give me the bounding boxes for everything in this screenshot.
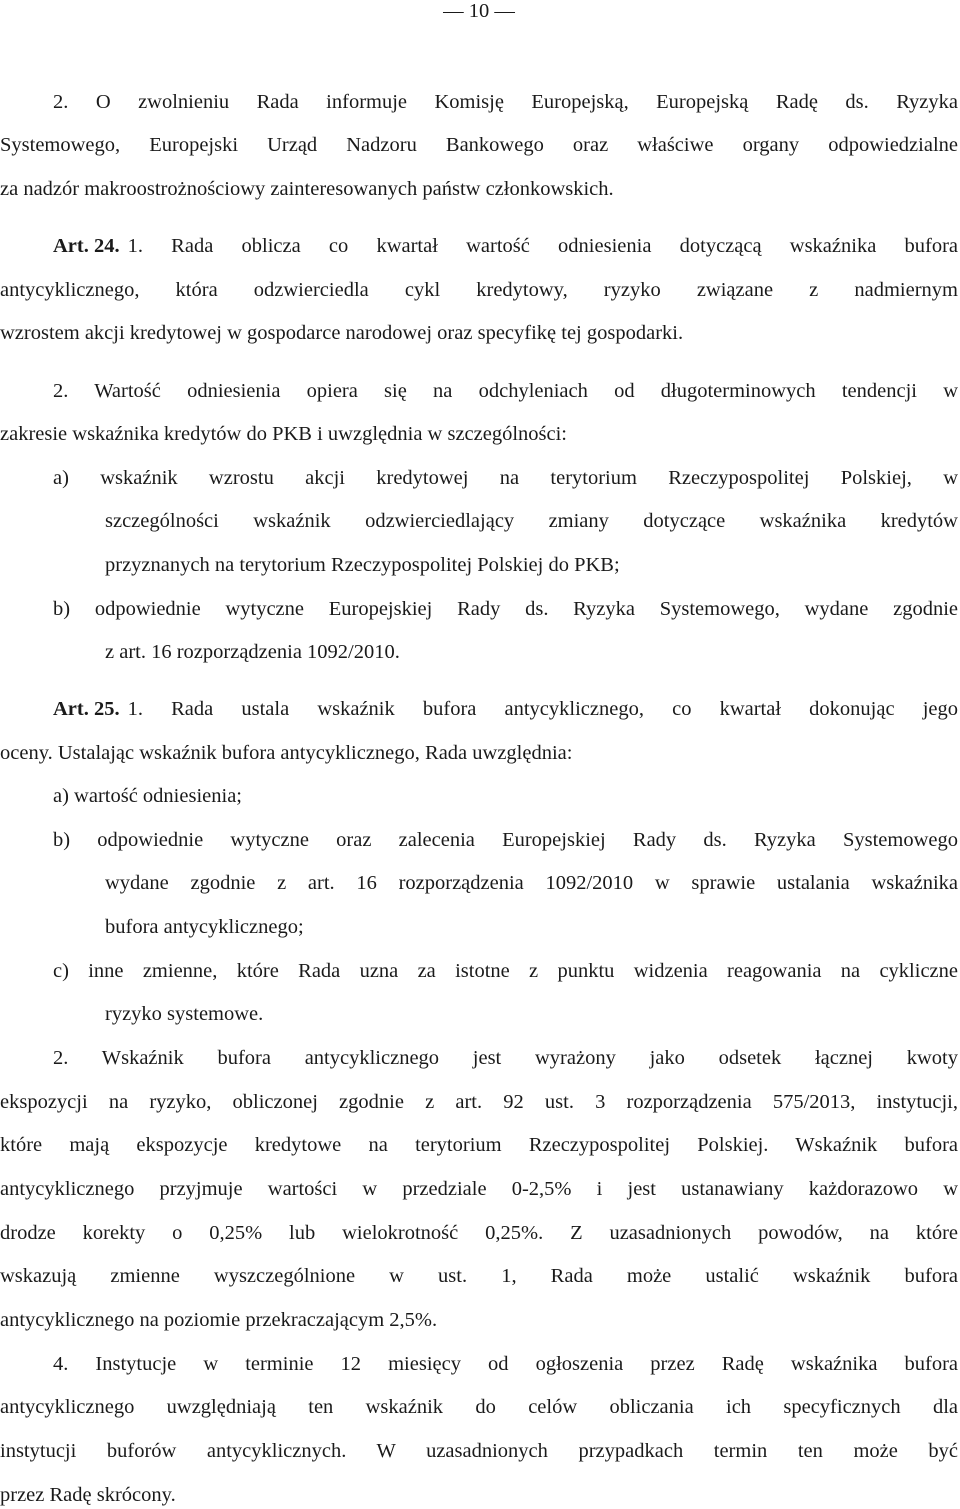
- art25-b-line-3: bufora antycyklicznego;: [105, 916, 304, 938]
- art25-p2-line-5: drodze korekty o 0,25% lub wielokrotność 0,25%. Z uzasadnionych powodów, na które: [0, 1222, 958, 1244]
- art25-heading-line: [53, 695, 958, 723]
- art25-p4-line-3: instytucji buforów antycyklicznych. W uzasadnionych przypadkach termin ten może być: [0, 1440, 958, 1462]
- art24-p2-line-1: 2. Wartość odniesienia opiera się na odchyleniach od długoterminowych tendencji w: [53, 380, 958, 402]
- art25-c-line-2: ryzyko systemowe.: [105, 1003, 264, 1025]
- art25-p1-first: 1. Rada ustala wskaźnik bufora antycyklicznego, co kwartał dokonując jego: [127, 698, 958, 720]
- art24-p2-line-2: zakresie wskaźnika kredytów do PKB i uwzględnia w szczególności:: [0, 423, 568, 445]
- art25-p4-line-1: 4. Instytucje w terminie 12 miesięcy od ogłoszenia przez Radę wskaźnika bufora: [53, 1353, 958, 1375]
- p1-line-3: za nadzór makroostrożnościowy zainteresowanych państw członkowskich.: [0, 178, 614, 200]
- art25-p4-line-2: antycyklicznego uwzględniają ten wskaźnik do celów obliczania ich specyficznych dla: [0, 1396, 958, 1418]
- art24-heading-line: [53, 232, 958, 260]
- art25-p2-line-6: wskazują zmienne wyszczególnione w ust. 1, Rada może ustalić wskaźnik bufora: [0, 1265, 958, 1287]
- art24-label: Art. 24.: [53, 235, 120, 257]
- art24-a-line-2: szczególności wskaźnik odzwierciedlający zmiany dotyczące wskaźnika kredytów: [105, 510, 958, 532]
- art24-p1-line-3: wzrostem akcji kredytowej w gospodarce narodowej oraz specyfikę tej gospodarki.: [0, 322, 684, 344]
- art25-b-line-1: b) odpowiednie wytyczne oraz zalecenia Europejskiej Rady ds. Ryzyka Systemowego: [53, 829, 958, 851]
- page-number: — 10 —: [443, 0, 515, 22]
- art25-p2-line-1: 2. Wskaźnik bufora antycyklicznego jest wyrażony jako odsetek łącznej kwoty: [53, 1047, 958, 1069]
- art25-p2-line-7: antycyklicznego na poziomie przekraczającym 2,5%.: [0, 1309, 438, 1331]
- art24-b-line-1: b) odpowiednie wytyczne Europejskiej Rady ds. Ryzyka Systemowego, wydane zgodnie: [53, 598, 958, 620]
- p1-line-1: 2. O zwolnieniu Rada informuje Komisję Europejską, Europejską Radę ds. Ryzyka: [53, 91, 958, 113]
- art24-p1-line-2: antycyklicznego, która odzwierciedla cykl kredytowy, ryzyko związane z nadmiernym: [0, 279, 958, 301]
- art25-label: Art. 25.: [53, 698, 120, 720]
- art25-p1-line-2: oceny. Ustalając wskaźnik bufora antycyklicznego, Rada uwzględnia:: [0, 742, 573, 764]
- art25-p2-line-4: antycyklicznego przyjmuje wartości w przedziale 0-2,5% i jest ustanawiany każdorazowo w: [0, 1178, 958, 1200]
- art25-a-line-1: a) wartość odniesienia;: [53, 785, 242, 807]
- art25-p2-line-2: ekspozycji na ryzyko, obliczonej zgodnie z art. 92 ust. 3 rozporządzenia 575/2013, instytucji,: [0, 1091, 958, 1113]
- art24-a-line-3: przyznanych na terytorium Rzeczypospolitej Polskiej do PKB;: [105, 554, 620, 576]
- art24-b-line-2: z art. 16 rozporządzenia 1092/2010.: [105, 641, 400, 663]
- art25-p4-line-4: przez Radę skrócony.: [0, 1484, 176, 1506]
- art25-p2-line-3: które mają ekspozycje kredytowe na terytorium Rzeczypospolitej Polskiej. Wskaźnik bufora: [0, 1134, 958, 1156]
- art24-a-line-1: a) wskaźnik wzrostu akcji kredytowej na terytorium Rzeczypospolitej Polskiej, w: [53, 467, 958, 489]
- art24-p1-first: 1. Rada oblicza co kwartał wartość odniesienia dotyczącą wskaźnika bufora: [127, 235, 958, 257]
- p1-line-2: Systemowego, Europejski Urząd Nadzoru Bankowego oraz właściwe organy odpowiedzialne: [0, 134, 958, 156]
- art25-c-line-1: c) inne zmienne, które Rada uzna za istotne z punktu widzenia reagowania na cykliczne: [53, 960, 958, 982]
- art25-b-line-2: wydane zgodnie z art. 16 rozporządzenia 1092/2010 w sprawie ustalania wskaźnika: [105, 872, 958, 894]
